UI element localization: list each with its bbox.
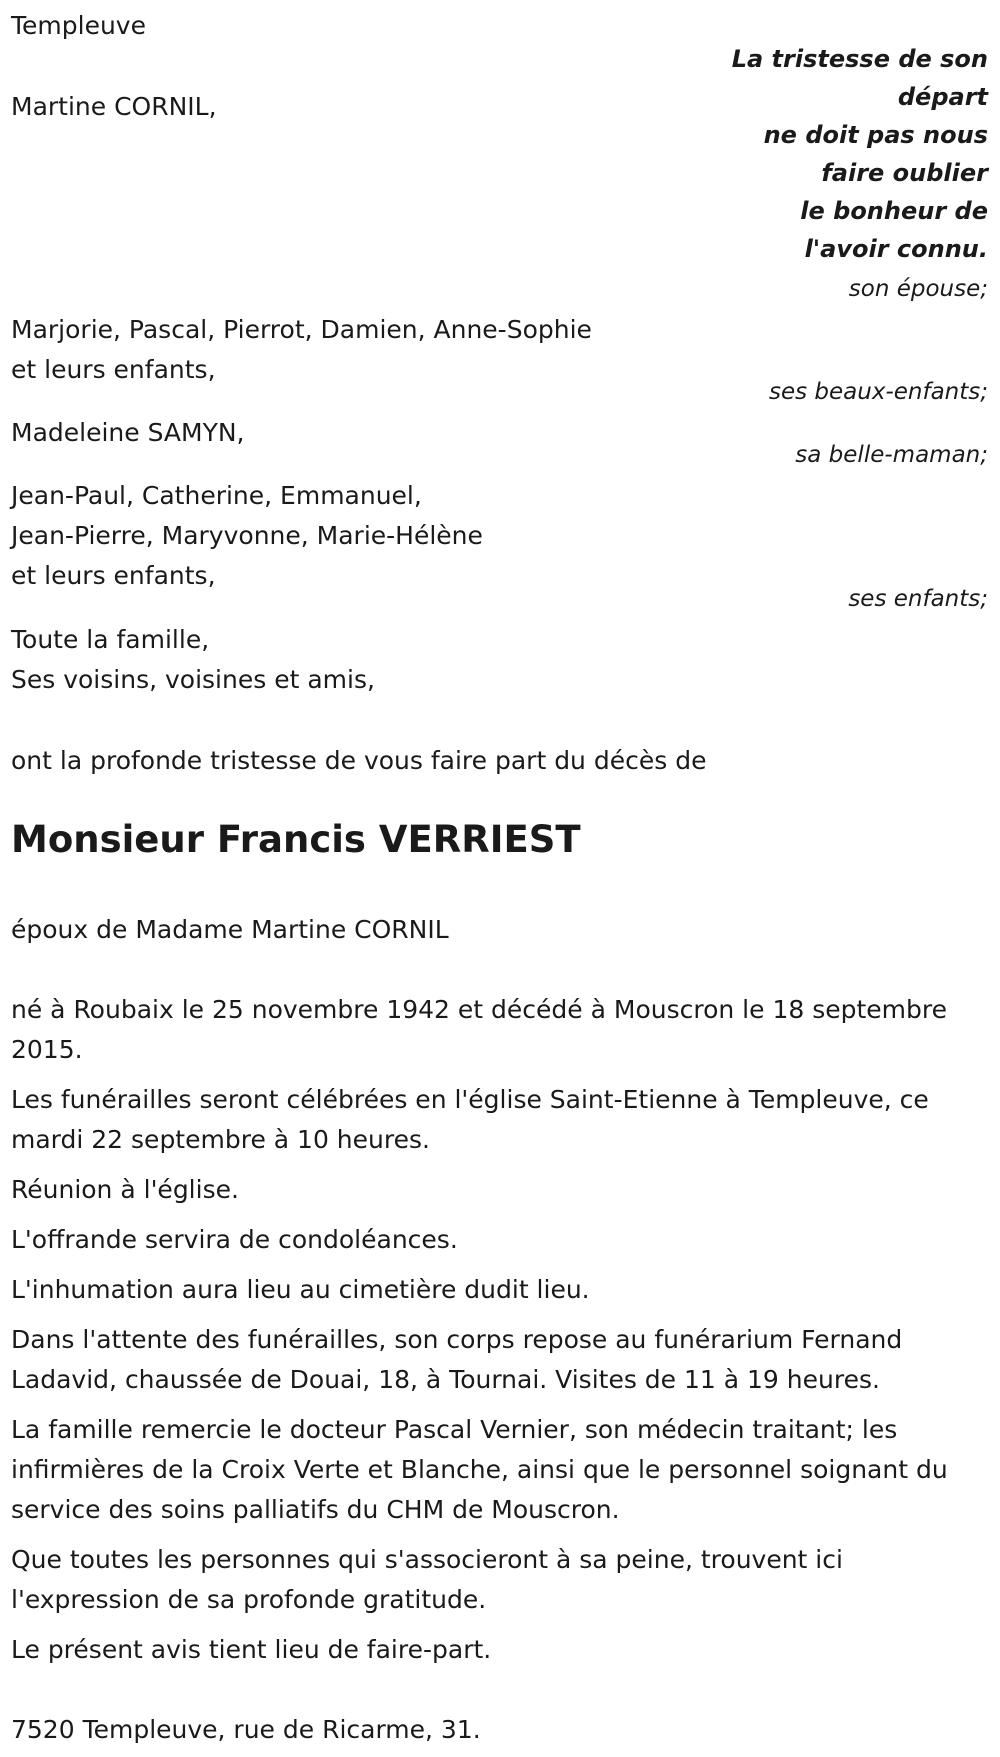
children-role: ses enfants; <box>848 586 988 612</box>
mother-in-law-name: Madeleine SAMYN, <box>11 418 245 447</box>
quote-line: le bonheur de <box>800 197 988 225</box>
spouse-name: Martine CORNIL, <box>11 92 217 121</box>
paragraph: La famille remercie le docteur Pascal Vernier, son médecin traitant; les infirmières de la Croix Verte et Blanche, ainsi que le personnel soignant du service des soins palliatifs du CHM de Mouscron. <box>11 1415 948 1524</box>
announcement-text: ont la profonde tristesse de vous faire part du décès de <box>11 746 707 775</box>
family-line: Toute la famille, <box>11 625 210 654</box>
paragraph: Que toutes les personnes qui s'associeront à sa peine, trouvent ici l'expression de sa profonde gratitude. <box>11 1545 843 1614</box>
mother-in-law-role: sa belle-maman; <box>795 442 988 468</box>
paragraph: Dans l'attente des funérailles, son corps repose au funérarium Fernand Ladavid, chaussée de Douai, 18, à Tournai. Visites de 11 à 19 heures. <box>11 1325 903 1394</box>
quote-line: départ <box>897 83 988 111</box>
address-line: 7520 Templeuve, rue de Ricarme, 31. <box>11 1715 481 1744</box>
children-line: Jean-Pierre, Maryvonne, Marie-Hélène <box>11 521 483 550</box>
quote-line: ne doit pas nous <box>763 121 988 149</box>
paragraph: Le présent avis tient lieu de faire-part. <box>11 1635 492 1664</box>
spouse-of-text: époux de Madame Martine CORNIL <box>11 915 449 944</box>
spouse-role: son épouse; <box>848 276 988 302</box>
paragraph: Réunion à l'église. <box>11 1175 239 1204</box>
stepchildren-line: et leurs enfants, <box>11 355 216 384</box>
children-line: Jean-Paul, Catherine, Emmanuel, <box>11 481 422 510</box>
stepchildren-role: ses beaux-enfants; <box>768 379 988 405</box>
deceased-name: Monsieur Francis VERRIEST <box>11 818 581 861</box>
neighbors-line: Ses voisins, voisines et amis, <box>11 665 375 694</box>
paragraph: Les funérailles seront célébrées en l'église Saint-Etienne à Templeuve, ce mardi 22 septembre à 10 heures. <box>11 1085 929 1154</box>
paragraph: L'offrande servira de condoléances. <box>11 1225 458 1254</box>
quote-line: La tristesse de son <box>731 45 988 73</box>
paragraph: L'inhumation aura lieu au cimetière dudit lieu. <box>11 1275 590 1304</box>
quote-line: l'avoir connu. <box>804 235 988 263</box>
children-line: et leurs enfants, <box>11 561 216 590</box>
stepchildren-line: Marjorie, Pascal, Pierrot, Damien, Anne-Sophie <box>11 315 592 344</box>
memorial-quote <box>732 40 988 268</box>
quote-line: faire oublier <box>821 159 988 187</box>
location-header: Templeuve <box>11 11 146 40</box>
paragraph: né à Roubaix le 25 novembre 1942 et décédé à Mouscron le 18 septembre 2015. <box>11 995 947 1064</box>
